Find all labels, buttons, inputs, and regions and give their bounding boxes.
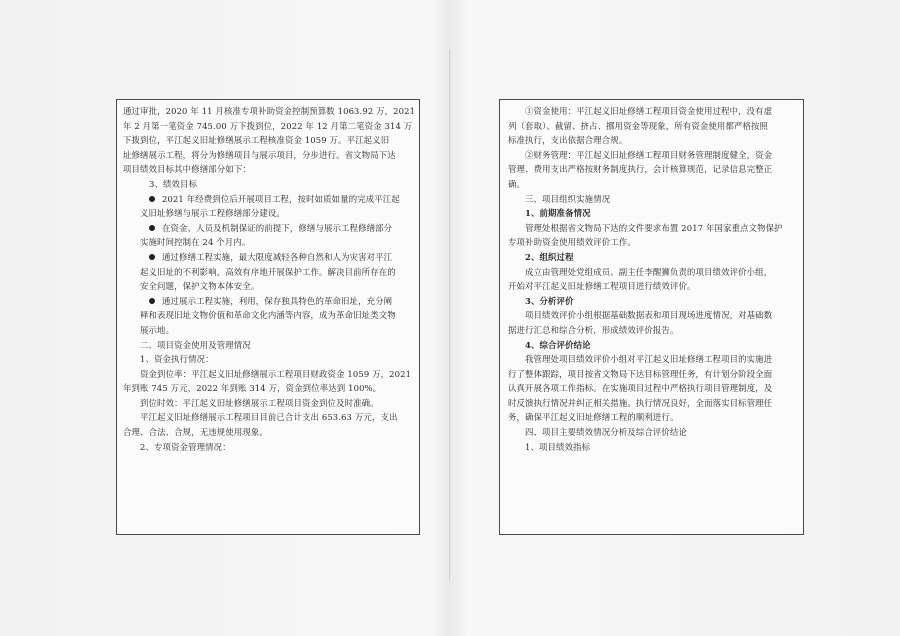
text-line: 平江起义旧址修缮展示工程项目目前已合计支出 653.63 万元，支出 bbox=[140, 412, 398, 423]
text-line: 管理处根据省文物局下达的文件要求布置 2017 年国家重点文物保护 bbox=[525, 222, 783, 233]
text-line: 下拨到位，平江起义旧址修缮展示工程核准资金 1059 万。平江起义旧 bbox=[123, 135, 390, 146]
text-line: 展示地。 bbox=[140, 324, 175, 335]
text-line: ①资金使用：平江起义旧址修缮工程项目资金使用过程中，没有虚 bbox=[525, 106, 773, 116]
text-line: 年到账 745 万元，2022 年到账 314 万，资金到位率达到 100%。 bbox=[123, 383, 382, 394]
bullet-text: 2021 年经费到位后开展项目工程，按时如质如量的完成平江起 bbox=[162, 193, 400, 204]
text-line: 管理、费用支出严格按财务制度执行，会计核算规范，记录信息完整正 bbox=[508, 164, 773, 175]
bullet-text: 通过展示工程实施，利用，保存独具特色的革命旧址，充分阐 bbox=[162, 295, 393, 306]
text-line bbox=[123, 250, 413, 265]
text-line: 成立由管理处党组成员、副主任李醒狮负责的项目绩效评价小组， bbox=[525, 266, 773, 277]
bullet-icon bbox=[149, 254, 155, 260]
text-line bbox=[123, 221, 413, 236]
text-line: 认真开展各项工作指标。在实施项目过程中严格执行项目管理制度，及 bbox=[508, 383, 773, 394]
bullet-text: 在资金、人员及机制保证的前提下，修缮与展示工程修缮部分 bbox=[162, 222, 393, 233]
text-line: 1、前期准备情况 bbox=[525, 208, 591, 219]
text-line: 1、项目绩效指标 bbox=[525, 441, 591, 452]
text-line: 3、分析评价 bbox=[525, 295, 574, 306]
text-line: 专项补助资金使用绩效评价工作。 bbox=[508, 237, 636, 248]
text-line: 据进行汇总和综合分析，形成绩效评价报告。 bbox=[508, 324, 679, 335]
text-line: 二、项目资金使用及管理情况 bbox=[140, 339, 251, 350]
text-line: 年 2 月第一笔资金 745.00 万下拨到位，2022 年 12 月第二笔资金 314 万 bbox=[123, 120, 413, 131]
text-line: 时反馈执行情况并纠正相关措施。执行情况良好，全面落实目标管理任 bbox=[508, 397, 773, 408]
text-line: 列（套取）、截留、挤占、挪用资金等现象，所有资金使用都严格按照 bbox=[508, 120, 769, 131]
text-line: 项目绩效目标其中修缮部分如下： bbox=[123, 164, 251, 175]
bullet-text: 通过修缮工程实施，最大限度减轻各种自然和人为灾害对平江 bbox=[162, 251, 393, 262]
text-line: 四、项目主要绩效情况分析及综合评价结论 bbox=[525, 427, 687, 438]
text-line: 1、资金执行情况： bbox=[140, 354, 214, 365]
text-line: 义旧址修缮与展示工程修缮部分建设。 bbox=[140, 208, 285, 219]
text-line: 安全问题，保护文物本体安全。 bbox=[140, 281, 260, 292]
bullet-icon bbox=[149, 225, 155, 231]
text-line: 行了整体跟踪，项目按省文物局下达目标管理任务，有计划分阶段全面 bbox=[508, 368, 773, 379]
text-line: 开始对平江起义旧址修缮工程项目进行绩效评价。 bbox=[508, 281, 696, 292]
text-line: 确。 bbox=[508, 178, 526, 189]
text-line: 2、专项资金管理情况： bbox=[140, 441, 231, 452]
text-line: 合理、合法、合规，无违规使用现象。 bbox=[123, 427, 268, 438]
bullet-icon bbox=[149, 196, 155, 202]
bullet-icon bbox=[149, 298, 155, 304]
left-page bbox=[116, 99, 420, 535]
text-line: 通过审批，2020 年 11 月核准专项补助资金控制预算数 1063.92 万，2021 bbox=[123, 106, 416, 116]
text-line: 标准执行，支出依据合理合规。 bbox=[508, 135, 628, 146]
text-line: 三、项目组织实施情况 bbox=[525, 193, 611, 204]
text-line: 资金到位率：平江起义旧址修缮展示工程项目财政资金 1059 万，2021 bbox=[140, 368, 412, 379]
text-line: 址修缮展示工程，将分为修缮项目与展示项目，分步进行。省文物局下达 bbox=[123, 149, 396, 160]
text-line: 释和表现旧址文物价值和革命文化内涵等内容，成为革命旧址类文物 bbox=[140, 310, 396, 321]
text-line: ②财务管理：平江起义旧址修缮工程项目财务管理制度健全，资金 bbox=[525, 149, 773, 160]
text-line: 务，确保平江起义旧址修缮工程的顺利进行。 bbox=[508, 412, 679, 423]
text-line: 起义旧址的不利影响，高效有序地开展保护工作。解决目前所存在的 bbox=[140, 266, 396, 277]
text-line: 2、组织过程 bbox=[525, 251, 574, 262]
text-line: 到位时效：平江起义旧址修缮展示工程项目资金到位及时准确。 bbox=[140, 397, 379, 408]
text-line bbox=[123, 294, 413, 309]
text-line: 4、综合评价结论 bbox=[525, 339, 591, 350]
page-fold bbox=[449, 50, 450, 580]
right-page bbox=[499, 99, 804, 535]
text-line: 我管理处项目绩效评价小组对平江起义旧址修缮工程项目的实施进 bbox=[525, 354, 773, 365]
text-line: 项目绩效评价小组根据基础数据表和项目现场进度情况，对基础数 bbox=[525, 310, 773, 321]
text-line: 3、绩效目标 bbox=[149, 178, 198, 189]
text-line bbox=[123, 192, 413, 207]
text-line: 实施时间控制在 24 个月内。 bbox=[140, 237, 251, 248]
